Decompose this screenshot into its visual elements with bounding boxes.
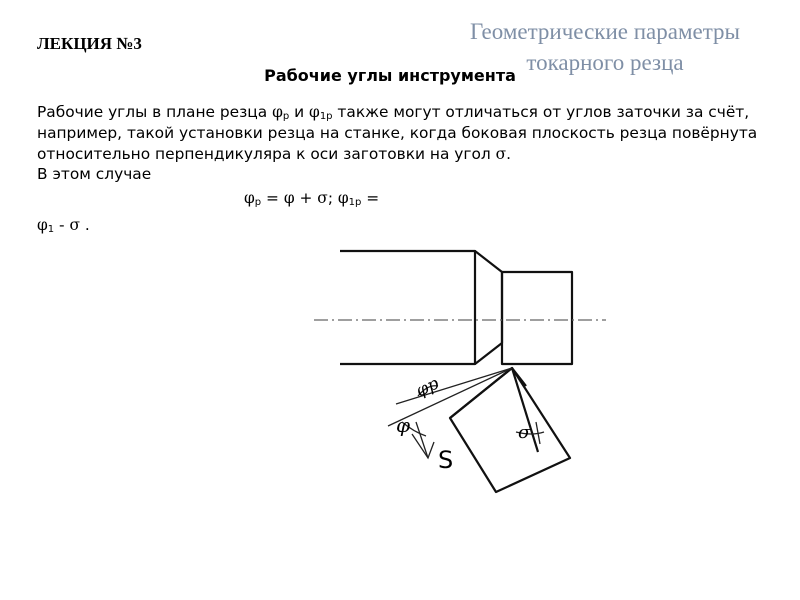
lecture-number: ЛЕКЦИЯ №3 [37,34,142,53]
period: . [506,145,512,163]
formula-line-1 [244,189,379,207]
f-sigma: σ [317,189,328,207]
and-text: и [289,103,310,121]
workpiece-body [340,251,475,364]
f-eq: = [261,189,284,207]
f2-sigma: σ [69,216,81,234]
para-text-1: Рабочие углы в плане резца [37,103,273,121]
formula-line-2 [37,216,90,234]
label-phi-p: φр [412,373,443,402]
label-s: S [438,446,454,474]
f-sub-1p: 1р [348,197,362,208]
body-paragraph [37,102,779,165]
slide-title: Геометрические параметры токарного резца [470,19,740,75]
f2-phi: φ [37,216,48,234]
f-eq2: = [361,189,380,207]
feed-arrow-head [412,434,434,458]
f-phi-b: φ [283,189,295,207]
f-plus: + [294,189,318,207]
feed-arrow-line [416,422,428,458]
f-sub-p: р [254,197,262,208]
f2-minus: - [54,216,70,234]
cutter-body [450,368,570,492]
label-phi: φ [396,413,411,437]
f-phi: φ [244,189,255,207]
para-text-2: также могут отличаться от углов заточки за счёт, например, такой установки резца на станке, когда боковая плоскость резца повёрнута относительно перпендикуляра к оси заготовки на угол [37,103,758,163]
phi-symbol-2: φ [309,103,320,121]
f2-sub-1: 1 [47,224,55,235]
sigma-symbol: σ [495,145,507,163]
phi-symbol: φ [272,103,283,121]
workpiece-chamfer [475,251,502,364]
case-text: В этом случае [37,165,152,183]
f2-end: . [80,216,90,234]
workpiece-end [502,272,572,364]
f-semi: ; [327,189,338,207]
label-sigma: σ [518,422,531,443]
subscript-1p: 1р [319,111,333,122]
subscript-p: р [282,111,290,122]
f-phi-c: φ [337,189,349,207]
section-subtitle: Рабочие углы инструмента [264,66,516,85]
cutting-tool-diagram [300,236,610,496]
